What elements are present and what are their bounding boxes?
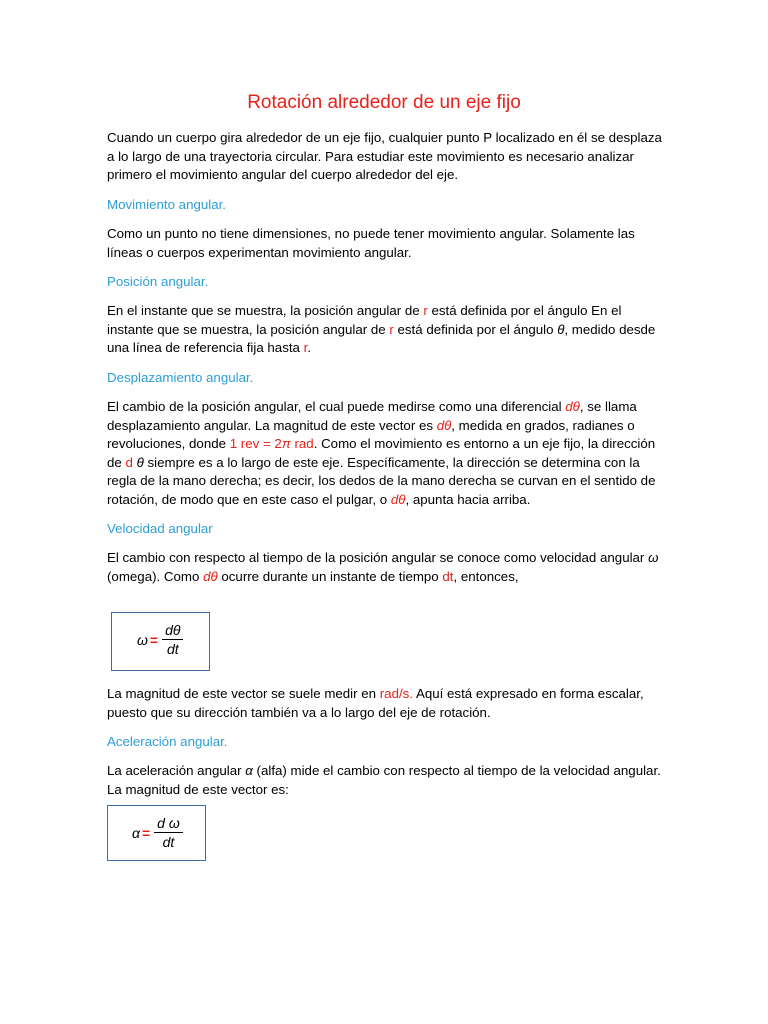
heading-velocidad-angular: Velocidad angular [107,521,213,536]
heading-posicion-angular: Posición angular. [107,274,209,289]
aceleracion-angular-paragraph: La aceleración angular α (alfa) mide el cambio con respecto al tiempo de la velocidad angular. La magnitud de este vector es: [107,763,661,797]
numerator: d ω [154,814,183,833]
denominator: dt [162,834,175,850]
page-title: Rotación alrededor de un eje fijo [247,92,521,113]
omega-symbol: ω [137,631,148,648]
desplazamiento-angular-paragraph: El cambio de la posición angular, el cual puede medirse como una diferencial dθ, se llama desplazamiento angular. La magnitud de este vector es dθ, medida en grados, radianes o revoluciones, donde 1 rev = 2π rad. Como el movimiento es entorno a un eje fijo, la dirección de d θ siempre es a lo largo de este eje. Específicamente, la dirección se determina con la regla de la mano derecha; es decir, los dedos de la mano derecha se curvan en el sentido de rotación, de modo que en este caso el pulgar, o dθ, apunta hacia arriba. [107,399,656,507]
angular-acceleration-formula [132,814,183,851]
heading-aceleracion-angular: Aceleración angular. [107,734,228,749]
equals-sign: = [141,824,151,841]
posicion-angular-paragraph: En el instante que se muestra, la posición angular de r está definida por el ángulo En el instante que se muestra, la posición angular de r está definida por el ángulo θ, medido desde una línea de referencia fija hasta r. [107,303,656,356]
intro-paragraph: Cuando un cuerpo gira alrededor de un eje fijo, cualquier punto P localizado en él se desplaza a lo largo de una trayectoria circular. Para estudiar este movimiento es necesario analizar primero el movimiento angular del cuerpo alrededor del eje. [107,130,662,183]
angular-velocity-formula [137,621,183,658]
rad-units-paragraph: La magnitud de este vector se suele medir en rad/s. Aquí está expresado en forma escalar, puesto que su dirección también va a lo largo del eje de rotación. [107,686,644,720]
movimiento-angular-paragraph: Como un punto no tiene dimensiones, no puede tener movimiento angular. Solamente las líneas o cuerpos experimentan movimiento angular. [107,226,635,260]
fraction [154,814,183,851]
equals-sign: = [149,631,159,648]
angular-velocity-formula-box [111,612,210,671]
alpha-symbol: α [132,824,140,841]
heading-movimiento-angular: Movimiento angular. [107,197,226,212]
denominator: dt [166,641,179,657]
fraction [162,621,183,658]
heading-desplazamiento-angular: Desplazamiento angular. [107,370,254,385]
numerator: dθ [162,621,183,640]
angular-acceleration-formula-box [107,805,206,861]
velocidad-angular-paragraph: El cambio con respecto al tiempo de la posición angular se conoce como velocidad angular ω (omega). Como dθ ocurre durante un instante de tiempo dt, entonces, [107,550,659,584]
